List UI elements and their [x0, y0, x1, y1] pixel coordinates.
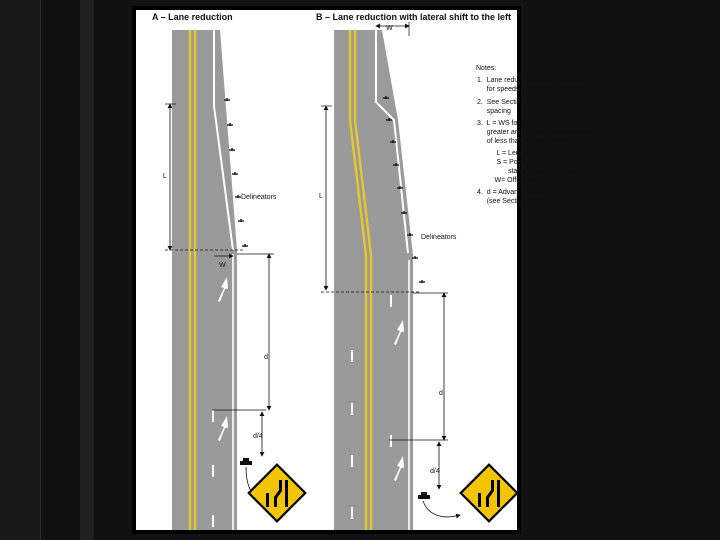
- note-line: 2. See Section 3F.04 for delineator: [477, 99, 587, 106]
- dimension-w-a-label: W: [219, 262, 226, 269]
- note-line: S = Posted, 85th-percentile, or: [477, 159, 592, 166]
- dimension-d-b-label: d: [439, 390, 443, 397]
- sign-leader-b: [423, 501, 460, 517]
- note-line: spacing: [477, 108, 511, 115]
- dimension-d4-a-label: d/4: [253, 433, 263, 440]
- lane-ends-merge-left-sign-icon: [249, 465, 306, 522]
- lane-ends-merge-left-sign-icon: [461, 465, 518, 522]
- sign-support-icon: [418, 492, 430, 499]
- sign-support-icon: [240, 458, 252, 465]
- note-line: greater and L = WS²/60 for speeds: [477, 129, 595, 136]
- notes-block: [476, 65, 595, 205]
- note-line: (see Section 2C.05): [477, 198, 549, 205]
- note-line: 1. Lane reduction arrows are optional: [477, 77, 595, 84]
- title-b: B – Lane reduction with lateral shift to the left: [316, 12, 512, 22]
- note-line: L = Length of taper in feet: [477, 150, 577, 157]
- diagram-panel: [132, 6, 595, 534]
- title-a: A – Lane reduction: [152, 12, 233, 22]
- note-line: of less than 45 mph, where:: [477, 138, 573, 145]
- dimension-d4-b-label: d/4: [430, 468, 440, 475]
- left-background-strip-2: [80, 0, 94, 540]
- note-line: W= Offset in feet: [477, 177, 547, 184]
- left-background-strip: [0, 0, 41, 540]
- delineators-label-b: Delineators: [421, 234, 457, 241]
- road-b: [334, 30, 413, 530]
- dimension-l-b-label: L: [319, 193, 323, 200]
- note-line: 3. L = WS for speeds of 45 mph or: [477, 120, 586, 127]
- lane-reduction-diagram: [136, 10, 595, 530]
- note-line: statutory speed in mph: [477, 168, 579, 175]
- delineators-label-a: Delineators: [241, 194, 277, 201]
- dimension-d-a-label: d: [264, 354, 268, 361]
- notes-heading: Notes:: [476, 65, 497, 72]
- dimension-w-b-label: W: [386, 25, 393, 32]
- note-line: for speeds of less than 45 mph: [477, 86, 583, 93]
- note-line: 4. d = Advance warning distance: [477, 189, 580, 196]
- dimension-l-a-label: L: [163, 173, 167, 180]
